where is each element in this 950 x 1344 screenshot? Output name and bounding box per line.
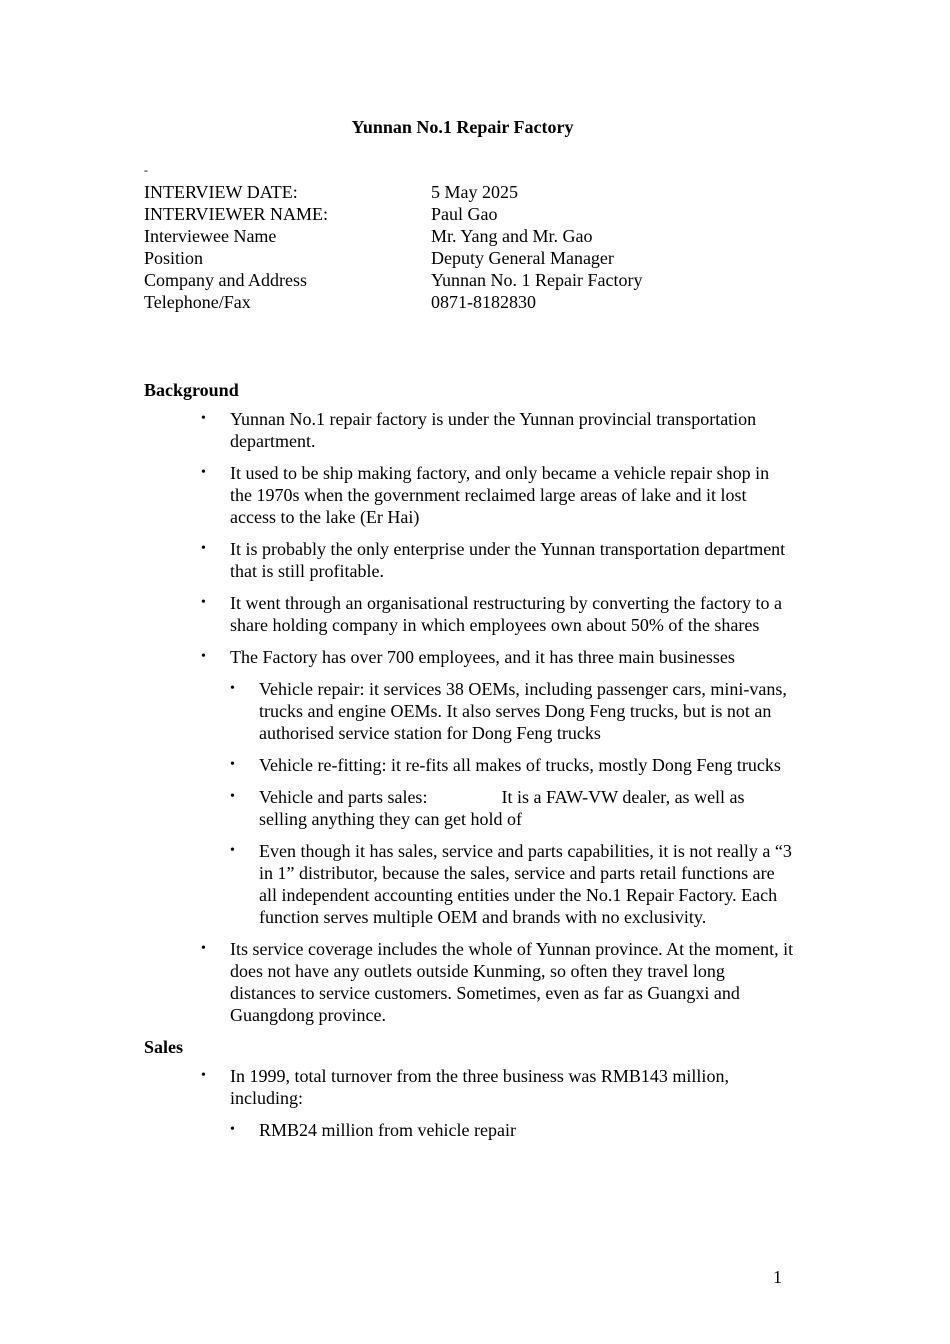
list-item-text: It went through an organisational restructuring by converting the factory to a share holding company in which employees own about 50% of the shares	[230, 593, 783, 635]
sub-list-item	[144, 678, 794, 744]
list-item-text: The Factory has over 700 employees, and it has three main businesses	[230, 647, 735, 667]
list-item	[144, 646, 794, 928]
bullet-icon: •	[201, 541, 206, 556]
list-item-text: Yunnan No.1 repair factory is under the Yunnan provincial transportation department.	[230, 409, 757, 451]
header-tick-mark: -	[144, 163, 148, 177]
list-item	[144, 592, 794, 636]
info-label: Company and Address	[144, 270, 307, 290]
bullet-icon: •	[230, 843, 235, 858]
document-body	[144, 379, 794, 1151]
info-row	[144, 181, 642, 203]
sub-list-item-text: Vehicle repair: it services 38 OEMs, including passenger cars, mini-vans, trucks and engine OEMs. It also serves Dong Feng trucks, but is not an authorised service station for Dong Feng trucks	[259, 679, 787, 743]
sales-list	[144, 1065, 794, 1141]
sub-list-item-text: Vehicle re-fitting: it re-fits all makes of trucks, mostly Dong Feng trucks	[259, 755, 781, 775]
list-item	[144, 1065, 794, 1141]
business-sublist	[230, 678, 794, 928]
bullet-icon: •	[201, 411, 206, 426]
sales-heading: Sales	[144, 1037, 184, 1057]
page-number: 1	[773, 1267, 782, 1287]
info-row	[144, 291, 642, 313]
list-item-text: In 1999, total turnover from the three business was RMB143 million, including:	[230, 1066, 729, 1108]
info-row	[144, 247, 642, 269]
sub-list-item	[144, 786, 794, 830]
info-value: 5 May 2025	[431, 182, 518, 202]
bullet-icon: •	[230, 681, 235, 696]
info-label: Interviewee Name	[144, 226, 277, 246]
sub-list-item-text: It is a FAW-VW dealer, as well as selling anything they can get hold of	[259, 787, 745, 829]
sub-list-item-text: RMB24 million from vehicle repair	[259, 1120, 516, 1140]
bullet-icon: •	[230, 789, 235, 804]
info-row	[144, 269, 642, 291]
list-item-text: It is probably the only enterprise under the Yunnan transportation department that is still profitable.	[230, 539, 786, 581]
list-item	[144, 538, 794, 582]
sub-list-item	[144, 840, 794, 928]
list-item-text: It used to be ship making factory, and only became a vehicle repair shop in the 1970s when the government reclaimed large areas of lake and it lost access to the lake (Er Hai)	[230, 463, 770, 527]
background-list	[144, 408, 794, 1026]
info-value: Paul Gao	[431, 204, 498, 224]
info-value: Deputy General Manager	[431, 248, 614, 268]
list-item	[144, 462, 794, 528]
sales-sublist	[230, 1119, 794, 1141]
info-row	[144, 203, 642, 225]
sub-list-item-text: Even though it has sales, service and parts capabilities, it is not really a “3 in 1” distributor, because the sales, service and parts retail functions are all independent accounting entities under the No.1 Repair Factory. Each function serves multiple OEM and brands with no exclusivity.	[259, 841, 792, 927]
info-label: Position	[144, 248, 204, 268]
info-label: INTERVIEWER NAME:	[144, 204, 329, 224]
list-item-text: Its service coverage includes the whole of Yunnan province. At the moment, it does not have any outlets outside Kunming, so often they travel long distances to service customers. Sometimes, even as far as Guangxi and Guangdong province.	[230, 939, 794, 1025]
bullet-icon: •	[201, 941, 206, 956]
info-label: Telephone/Fax	[144, 292, 251, 312]
info-value: 0871-8182830	[431, 292, 536, 312]
bullet-icon: •	[201, 465, 206, 480]
bullet-icon: •	[230, 1122, 235, 1137]
sub-list-item	[144, 754, 794, 776]
list-item	[144, 408, 794, 452]
info-label: INTERVIEW DATE:	[144, 182, 298, 202]
list-item	[144, 938, 794, 1026]
sub-list-item-label: Vehicle and parts sales:	[259, 787, 428, 807]
sub-list-item	[144, 1119, 794, 1141]
bullet-icon: •	[201, 1068, 206, 1083]
document-title: Yunnan No.1 Repair Factory	[351, 117, 574, 137]
info-value: Mr. Yang and Mr. Gao	[431, 226, 593, 246]
background-heading: Background	[144, 380, 239, 400]
bullet-icon: •	[230, 757, 235, 772]
bullet-icon: •	[201, 595, 206, 610]
bullet-icon: •	[201, 649, 206, 664]
interview-info-table	[144, 181, 642, 313]
info-value: Yunnan No. 1 Repair Factory	[431, 270, 643, 290]
info-row	[144, 225, 642, 247]
